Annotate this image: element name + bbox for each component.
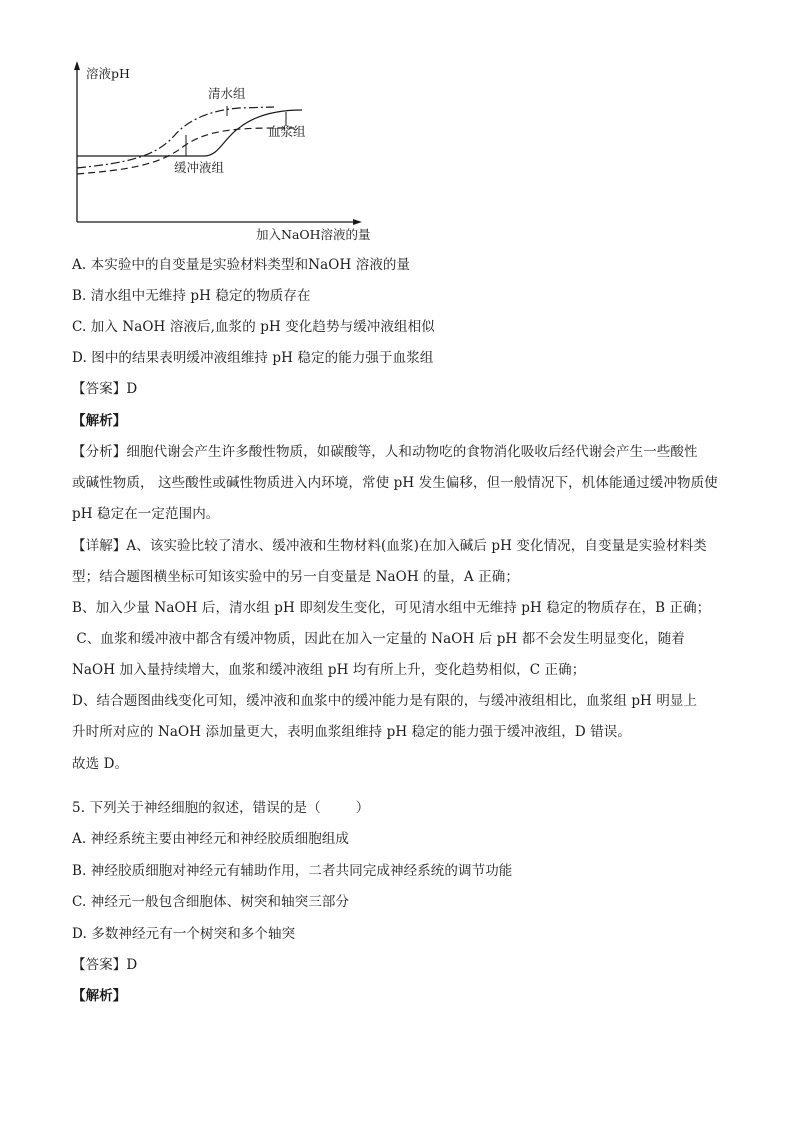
x-axis-label: 加入NaOH溶液的量	[256, 227, 371, 242]
q4-detail-line: D、结合题图曲线变化可知，缓冲液和血浆中的缓冲能力是有限的，与缓冲液组相比，血浆组 pH 明显上	[72, 693, 698, 709]
ph-curve-figure	[64, 58, 384, 248]
label-water-group: 清水组	[208, 86, 246, 101]
q4-detail-line: C、血浆和缓冲液中都含有缓冲物质，因此在加入一定量的 NaOH 后 pH 都不会发生明显变化，随着	[72, 631, 685, 647]
q4-detail-line: B、加入少量 NaOH 后，清水组 pH 即刻发生变化，可见清水组中无维持 pH 稳定的物质存在，B 正确；	[72, 600, 711, 616]
y-axis-arrow	[74, 61, 80, 70]
q4-analysis-line: 或碱性物质， 这些酸性或碱性物质进入内环境，常使 pH 发生偏移，但一般情况下，机体能通过缓冲物质使	[72, 475, 718, 491]
q4-detail-line: 升时所对应的 NaOH 添加量更大，表明血浆组维持 pH 稳定的能力强于缓冲液组，D 错误。	[72, 724, 631, 740]
ph-curve-graph	[64, 58, 384, 248]
q5-option-a: A. 神经系统主要由神经元和神经胶质细胞组成	[72, 831, 350, 847]
q4-answer: 【答案】D	[72, 381, 138, 397]
label-plasma-group: 血浆组	[268, 124, 306, 139]
q5-answer: 【答案】D	[72, 957, 138, 973]
y-axis-label: 溶液pH	[86, 66, 130, 81]
q4-analysis-line: 【分析】细胞代谢会产生许多酸性物质，如碳酸等，人和动物吃的食物消化吸收后经代谢会产生一些酸性	[72, 444, 698, 460]
q5-jiexi-heading: 【解析】	[72, 988, 127, 1004]
q4-option-c: C. 加入 NaOH 溶液后,血浆的 pH 变化趋势与缓冲液组相似	[72, 319, 435, 335]
q5-option-c: C. 神经元一般包含细胞体、树突和轴突三部分	[72, 894, 350, 910]
q4-detail-line: 【详解】A、该实验比较了清水、缓冲液和生物材料(血浆)在加入碱后 pH 变化情况，自变量是实验材料类	[72, 538, 707, 554]
q4-option-d: D. 图中的结果表明缓冲液组维持 pH 稳定的能力强于血浆组	[72, 350, 434, 366]
q4-option-b: B. 清水组中无维持 pH 稳定的物质存在	[72, 288, 311, 304]
q4-option-a: A. 本实验中的自变量是实验材料类型和NaOH 溶液的量	[72, 257, 411, 273]
q5-option-b: B. 神经胶质细胞对神经元有辅助作用，二者共同完成神经系统的调节功能	[72, 863, 513, 879]
q4-detail-line: 型；结合题图横坐标可知该实验中的另一自变量是 NaOH 的量，A 正确；	[72, 569, 519, 585]
q5-stem: 5. 下列关于神经细胞的叙述，错误的是（ ）	[72, 800, 370, 816]
q4-jiexi-heading: 【解析】	[72, 413, 127, 429]
x-axis-arrow	[353, 219, 362, 225]
q4-analysis-line: pH 稳定在一定范围内。	[72, 506, 220, 522]
water-group-curve	[77, 107, 274, 168]
q4-conclusion: 故选 D。	[72, 756, 129, 772]
q4-detail-line: NaOH 加入量持续增大，血浆和缓冲液组 pH 均有所上升，变化趋势相似，C 正确；	[72, 662, 586, 678]
label-buffer-group: 缓冲液组	[174, 160, 225, 175]
q5-option-d: D. 多数神经元有一个树突和多个轴突	[72, 926, 296, 942]
